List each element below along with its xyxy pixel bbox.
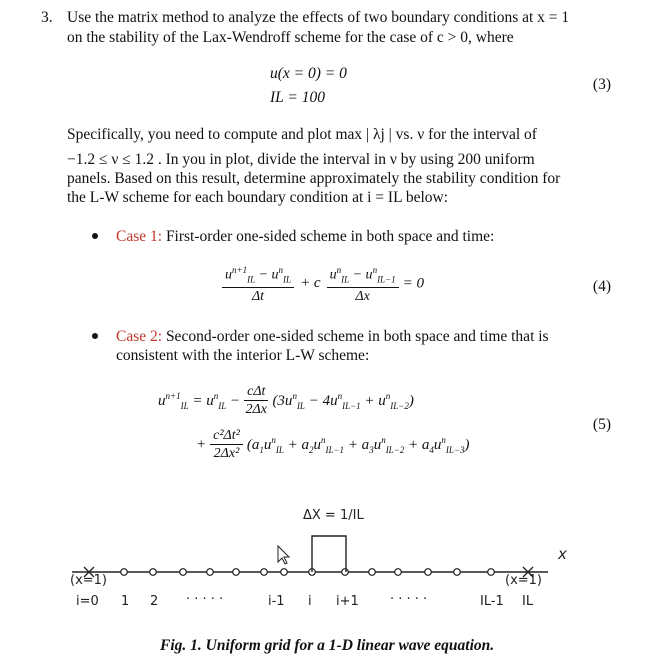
x-axis-label: x [558, 545, 567, 563]
index-2: 2 [150, 594, 159, 609]
index-i-minus-1: i-1 [268, 594, 285, 609]
problem-line-1: Use the matrix method to analyze the effects of two boundary conditions at x = 1 [67, 9, 570, 26]
index-i0: i=0 [76, 594, 99, 609]
dx-label: ΔX = 1/IL [303, 508, 364, 523]
bullet-case-2 [92, 333, 98, 339]
equation-number-4: (4) [592, 278, 611, 295]
grid-node [180, 569, 187, 576]
eq4-fraction-time: $\frac{u^{n+1}_{IL} - u^n_{IL}}{\Delta t}$ [222, 262, 294, 305]
index-il-minus-1: IL-1 [480, 594, 504, 609]
grid-node [425, 569, 432, 576]
case-1-label: Case 1: [116, 228, 163, 245]
mouse-cursor-icon [278, 546, 289, 564]
index-dots-right: · · · · · [390, 592, 428, 607]
case-2-heading [116, 327, 549, 346]
figure-caption: Fig. 1. Uniform grid for a 1-D linear wave equation. [160, 637, 495, 654]
left-boundary-label: (x=1) [70, 573, 108, 588]
problem-number: 3. [41, 9, 53, 26]
grid-node [261, 569, 268, 576]
equation-5-line-1: $u^{n+1}_{IL} = u^n_{IL}$ − $\frac{\text{cΔt}}{2\Delta x}$ $(3u^n_{IL} - 4u^n_{IL-1} + u^n_{IL-2})$ [158, 384, 414, 417]
index-1: 1 [121, 594, 130, 609]
case-2-text-1: Second-order one-sided scheme in both space and time that is [165, 328, 549, 345]
grid-node [454, 569, 461, 576]
index-il: IL [522, 594, 534, 609]
problem-line-2: on the stability of the Lax-Wendroff scheme for the case of c > 0, where [67, 29, 514, 46]
grid-node [488, 569, 495, 576]
equation-number-3: (3) [592, 76, 611, 93]
grid-node [395, 569, 402, 576]
eq4-fraction-space: $\frac{u^n_{IL} - u^n_{IL-1}}{\Delta x}$ [327, 262, 399, 305]
boundary-condition-1: u(x = 0) = 0 [270, 65, 347, 82]
case-1-text: First-order one-sided scheme in both space and time: [165, 228, 495, 245]
grid-node [150, 569, 157, 576]
grid-node [342, 569, 349, 576]
paragraph-line-3: panels. Based on this result, determine approximately the stability condition for [67, 170, 561, 187]
paragraph-line-2: −1.2 ≤ ν ≤ 1.2 . In you in plot, divide the interval in ν by using 200 uniform [67, 151, 535, 168]
dx-bracket [312, 536, 346, 572]
case-1-heading [116, 227, 494, 246]
equation-number-5: (5) [592, 416, 611, 433]
grid-node [207, 569, 214, 576]
grid-node [281, 569, 288, 576]
index-dots-left: · · · · · [186, 592, 224, 607]
boundary-condition-2: IL = 100 [270, 89, 325, 106]
index-i: i [308, 594, 312, 609]
grid-node [121, 569, 128, 576]
index-i-plus-1: i+1 [336, 594, 359, 609]
case-2-label: Case 2: [116, 328, 163, 345]
case-2-text-2: consistent with the interior L-W scheme: [116, 347, 370, 364]
equation-4: $\frac{u^{n+1}_{IL} - u^n_{IL}}{\Delta t}$ + c $\frac{u^n_{IL} - u^n_{IL-1}}{\Delta x}$ = 0 [222, 262, 424, 305]
right-boundary-label: (x=1) [505, 573, 543, 588]
grid-node [369, 569, 376, 576]
paragraph-line-4: the L-W scheme for each boundary condition at i = IL below: [67, 189, 449, 206]
paragraph-line-1: Specifically, you need to compute and plot max | λj | vs. ν for the interval of [67, 126, 537, 143]
bullet-case-1 [92, 233, 98, 239]
grid-node [233, 569, 240, 576]
equation-5-line-2: + $\frac{\text{c²Δt²}}{\text{2Δx²}}$ $(a_1u^n_{IL} + a_2u^n_{IL-1} + a_3u^n_{IL-2} + a_4u^n_{IL-3})$ [196, 428, 470, 461]
